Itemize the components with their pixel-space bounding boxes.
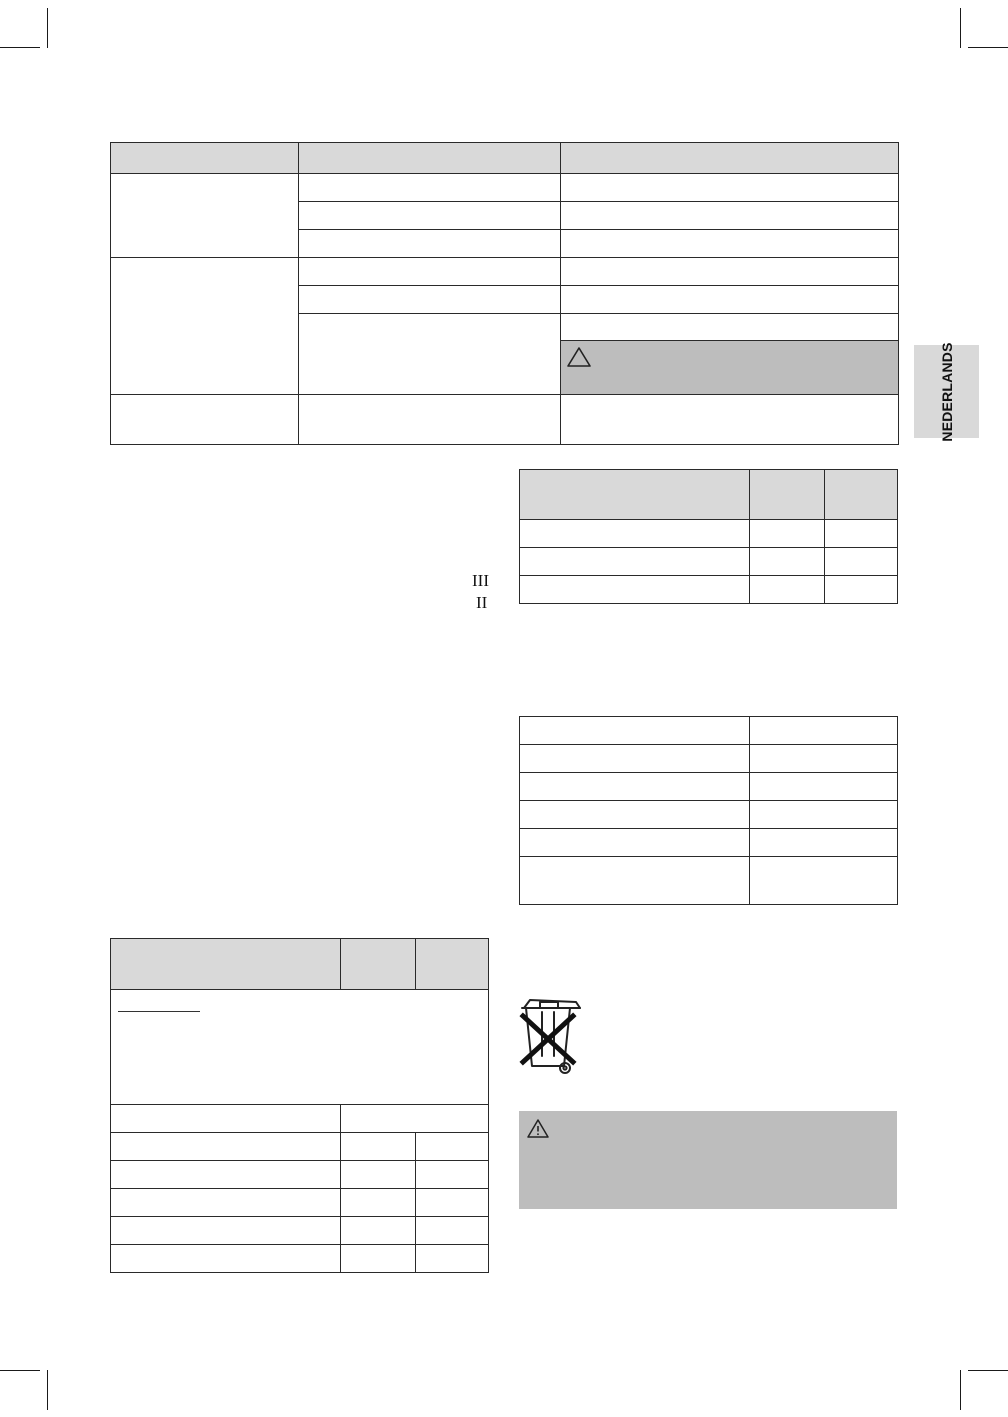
table-header-row xyxy=(520,470,898,520)
crop-mark xyxy=(0,1370,40,1371)
roman-marker-two: II xyxy=(476,593,488,612)
table-row xyxy=(520,745,898,773)
table-row xyxy=(520,548,898,576)
crop-mark xyxy=(0,47,40,48)
language-tab-label: NEDERLANDS xyxy=(938,341,955,442)
warning-panel xyxy=(519,1111,897,1209)
table-row xyxy=(111,1217,489,1245)
crossed-out-wheelie-bin-icon xyxy=(518,996,582,1076)
roman-marker-three: III xyxy=(472,571,489,590)
table-row xyxy=(111,174,899,202)
table-row xyxy=(111,1105,489,1133)
warning-note xyxy=(561,340,898,394)
language-tab xyxy=(914,341,979,442)
specs-table xyxy=(519,469,898,604)
table-row xyxy=(520,801,898,829)
warning-triangle-icon xyxy=(527,1119,549,1138)
crop-mark xyxy=(47,8,48,48)
table-row xyxy=(111,1245,489,1273)
crop-mark xyxy=(968,47,1008,48)
table-row xyxy=(520,576,898,604)
troubleshooting-table xyxy=(110,142,899,445)
table-row xyxy=(111,395,899,445)
technical-data-table xyxy=(519,716,898,905)
table-row xyxy=(520,717,898,745)
table-row xyxy=(111,990,489,1105)
table-row xyxy=(520,829,898,857)
crop-mark xyxy=(968,1370,1008,1371)
table-row xyxy=(520,773,898,801)
table-row xyxy=(111,1189,489,1217)
table-row xyxy=(111,258,899,286)
table-row xyxy=(111,1161,489,1189)
table-header-row xyxy=(111,939,489,990)
table-header-row xyxy=(111,143,899,174)
crop-mark xyxy=(960,8,961,48)
table-row xyxy=(520,520,898,548)
table-row xyxy=(520,857,898,905)
program-table xyxy=(110,938,489,1273)
warning-triangle-icon xyxy=(567,347,591,367)
crop-mark xyxy=(47,1370,48,1410)
table-row xyxy=(111,1133,489,1161)
underlined-heading-mark xyxy=(118,1011,200,1012)
crop-mark xyxy=(960,1370,961,1410)
